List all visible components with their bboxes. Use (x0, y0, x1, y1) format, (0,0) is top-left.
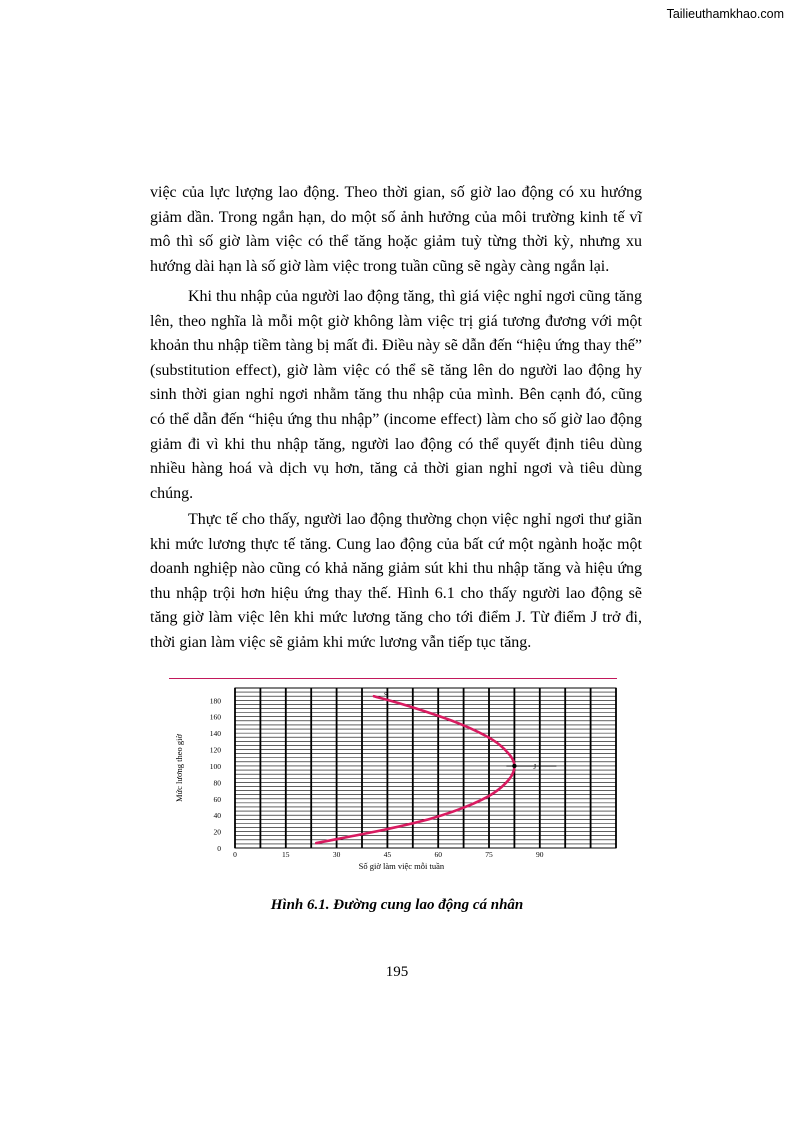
figure-top-rule (169, 678, 617, 679)
y-axis-label: Mức lương theo giờ (174, 733, 184, 803)
paragraph-2: Khi thu nhập của người lao động tăng, thì giá việc nghỉ ngơi cũng tăng lên, theo nghĩa là mỗi một giờ không làm việc trị giá tương đương với một khoản thu nhập tiềm tàng bị mất đi. Điều này sẽ dẫn đến “hiệu ứng thay thế” (substitution effect), giờ làm việc có thể sẽ tăng lên do người lao động hy sinh thời gian nghỉ ngơi nhằm tăng thu nhập của mình. Bên cạnh đó, cũng có thể dẫn đến “hiệu ứng thu nhập” (income effect) làm cho số giờ lao động giảm đi vì khi thu nhập tăng, người lao động có thể quyết định tiêu dùng nhiều hàng hoá và dịch vụ hơn, tăng cả thời gian nghỉ ngơi và tiêu dùng chúng. (150, 288, 642, 502)
page-number: 195 (385, 964, 409, 980)
x-tick-label: 60 (434, 850, 442, 859)
x-axis-label: Số giờ làm việc mỗi tuần (358, 861, 445, 871)
x-tick-label: 15 (282, 850, 290, 859)
y-tick-label: 100 (209, 761, 221, 771)
point-j-label: J (533, 762, 537, 771)
x-tick-label: 45 (383, 850, 392, 859)
x-tick-label: 0 (233, 850, 237, 859)
paragraph-3: Thực tế cho thấy, người lao động thường chọn việc nghỉ ngơi thư giãn khi mức lương thực tế tăng. Cung lao động của bất cứ một ngành hoặc một doanh nghiệp nào cũng có khả năng giảm sút khi thu nhập tăng và hiệu ứng thu nhập trội hơn hiệu ứng thay thế. Hình 6.1 cho thấy người lao động sẽ tăng giờ làm việc lên khi mức lương tăng cho tới điểm J. Từ điểm J trở đi, thời gian làm việc sẽ giảm khi mức lương vẫn tiếp tục tăng. (150, 511, 642, 651)
labor-supply-chart (170, 682, 630, 882)
y-tick-label: 120 (209, 745, 221, 755)
labor-supply-curve (316, 696, 514, 843)
y-tick-label: 60 (213, 794, 221, 804)
x-tick-label: 30 (332, 850, 341, 859)
y-tick-label: 160 (209, 712, 221, 722)
curve-s-label: S (384, 692, 388, 699)
y-tick-label: 140 (209, 729, 221, 739)
watermark: Tailieuthamkhao.com (666, 7, 784, 21)
y-tick-label: 80 (213, 778, 221, 788)
x-tick-label: 75 (485, 850, 493, 859)
paragraph-1: việc của lực lượng lao động. Theo thời gian, số giờ lao động có xu hướng giảm dần. Trong ngắn hạn, do một số ảnh hưởng của môi trường kinh tế vĩ mô thì số giờ làm việc có thể tăng hoặc giảm tuỳ từng thời kỳ, nhưng xu hướng dài hạn là số giờ làm việc trong tuần cũng sẽ ngày càng ngắn lại. (150, 184, 642, 275)
y-tick-label: 0 (217, 844, 221, 853)
point-j-dot (512, 764, 516, 768)
y-tick-label: 180 (209, 696, 221, 706)
y-tick-label: 20 (213, 827, 221, 837)
figure-caption: Hình 6.1. Đường cung lao động cá nhân (270, 897, 524, 913)
x-tick-label: 90 (536, 850, 544, 859)
y-tick-label: 40 (213, 811, 221, 821)
